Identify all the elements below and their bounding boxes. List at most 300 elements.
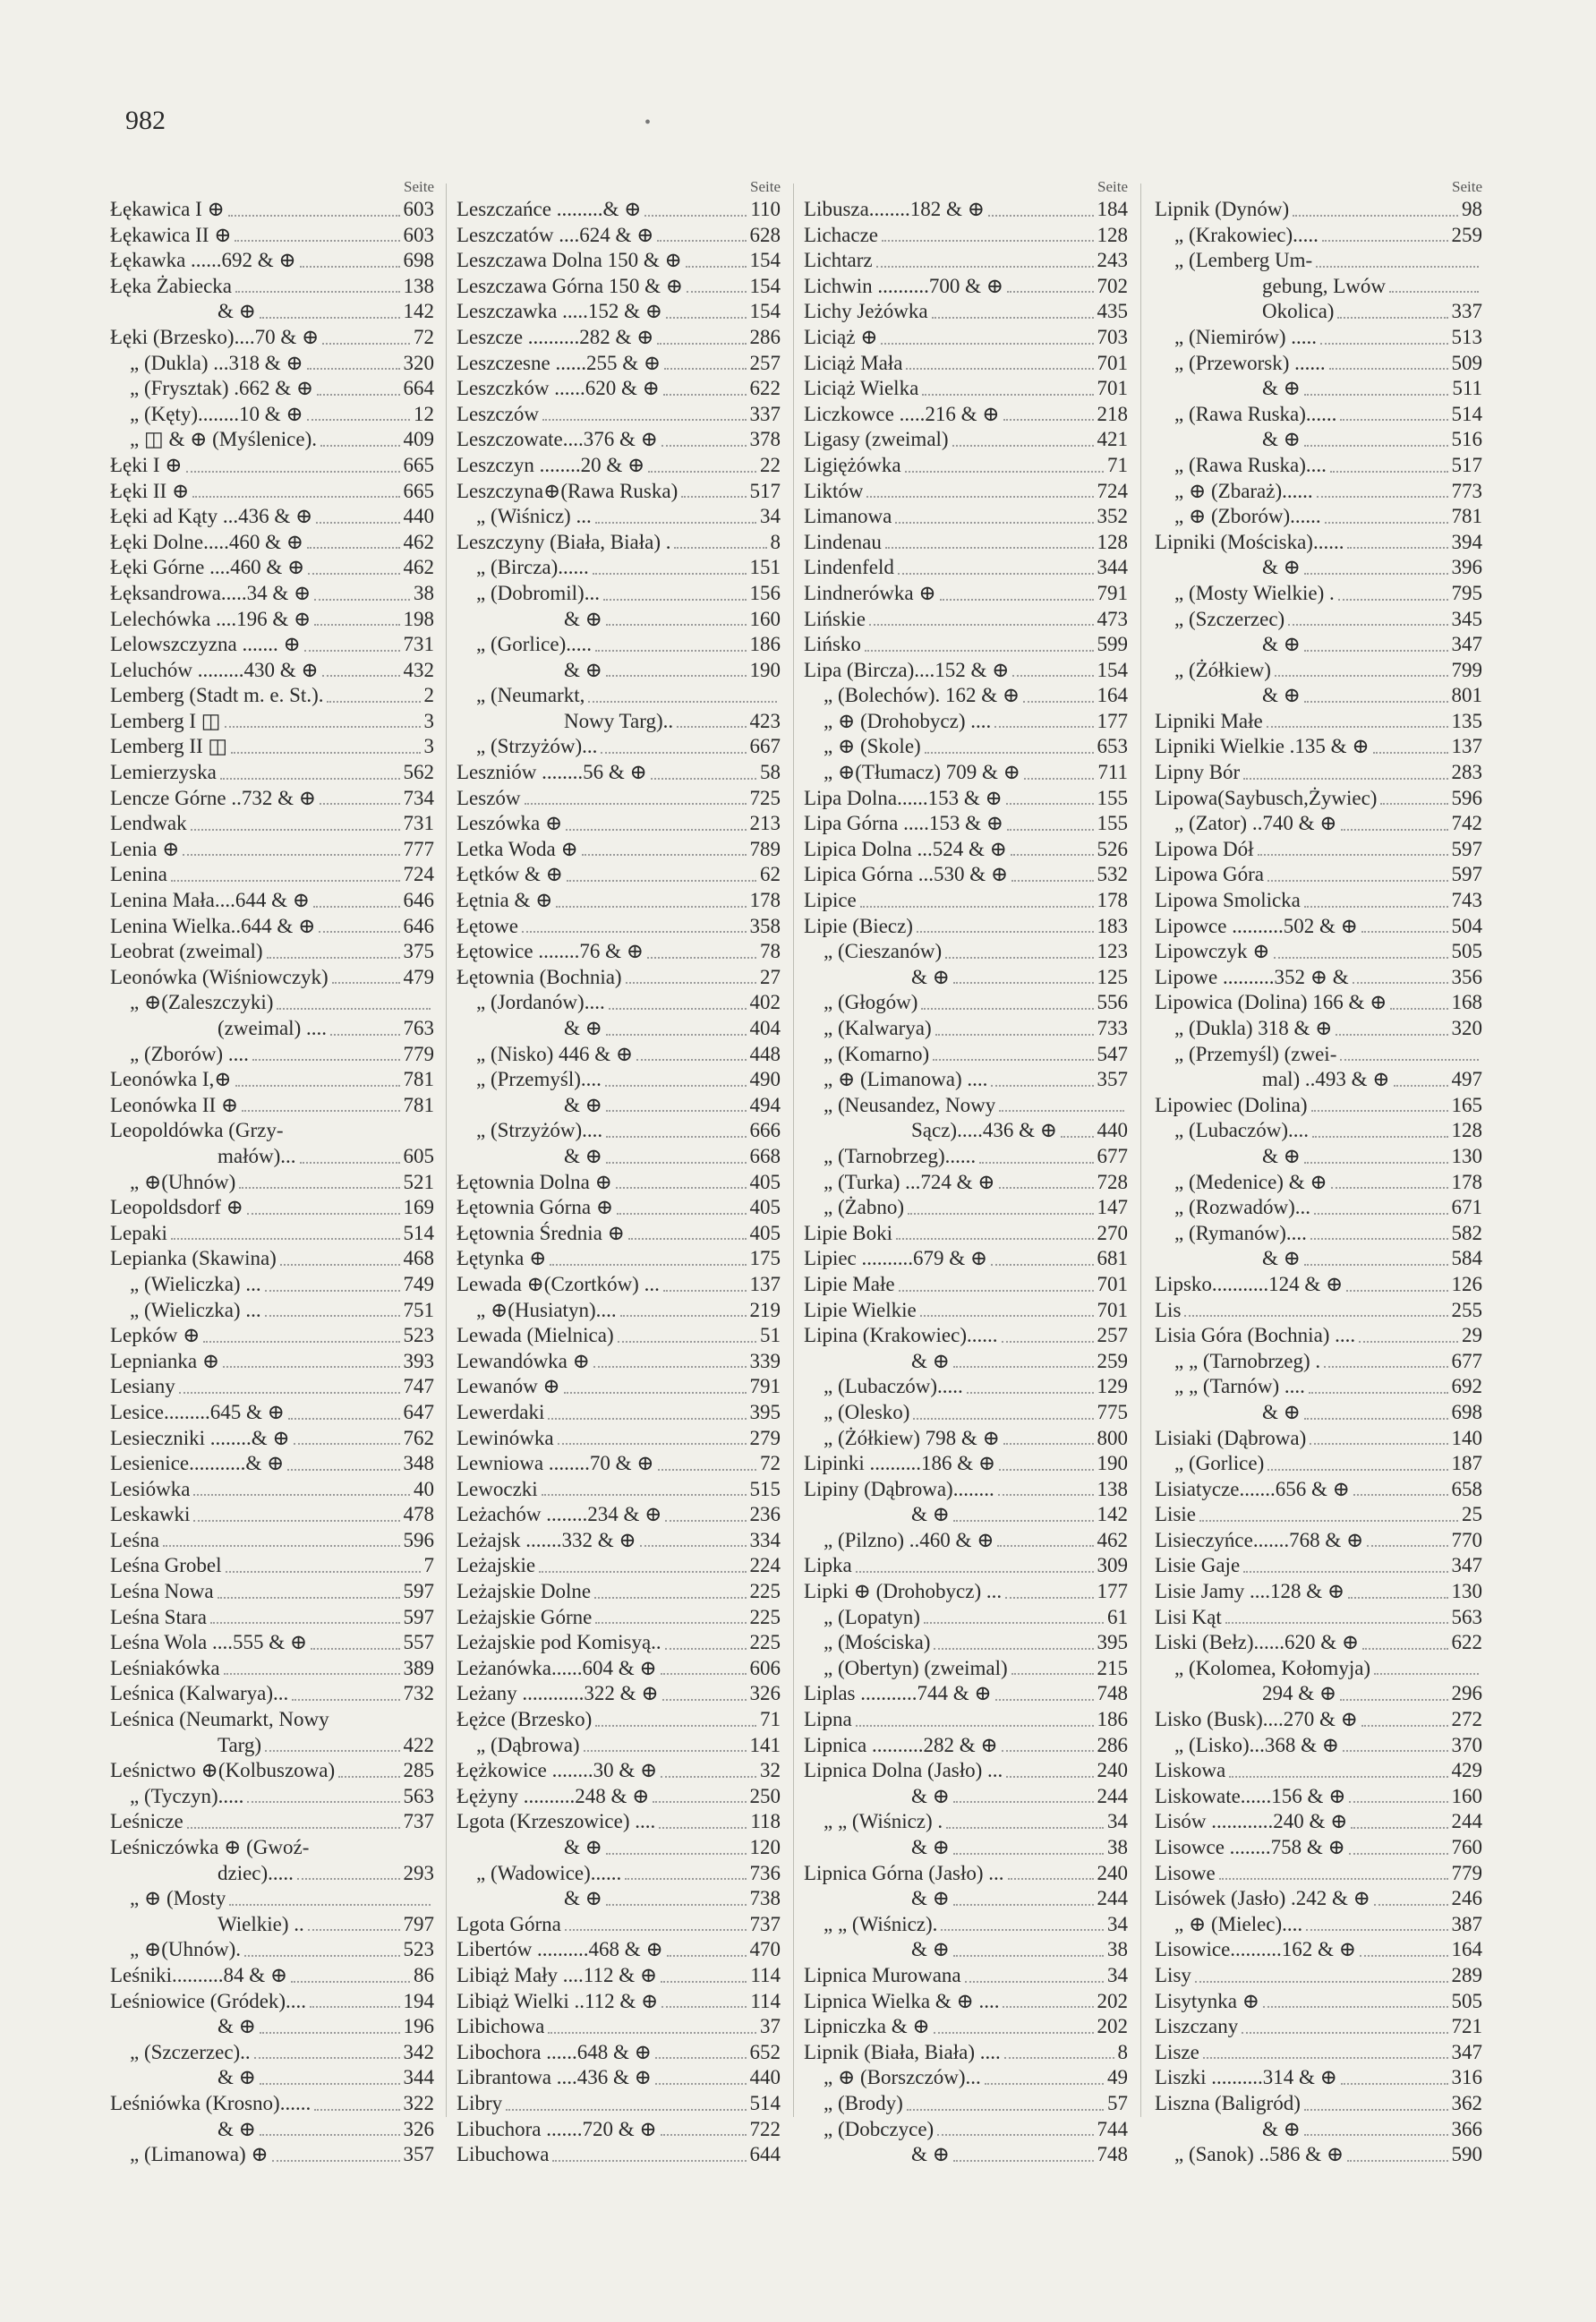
entry-name: Lipie Wielkie — [804, 1298, 917, 1321]
index-entry — [110, 1451, 434, 1477]
index-entry — [457, 2117, 781, 2143]
index-entry — [457, 1502, 781, 1528]
entry-page: 597 — [403, 1580, 434, 1603]
index-entry — [110, 479, 434, 505]
entry-name: Lipowce ..........502 & ⊕ — [1155, 914, 1358, 937]
entry-page: 394 — [1451, 530, 1482, 553]
entry-name: Lipica Dolna ...524 & ⊕ — [804, 837, 1007, 860]
entry-name: Liktów — [804, 479, 864, 502]
dot-leader — [1340, 1059, 1479, 1061]
dot-leader — [320, 803, 399, 805]
entry-name: Lelechówka ....196 & ⊕ — [110, 607, 312, 630]
entry-name: Lindenau — [804, 530, 882, 553]
dot-leader — [934, 1648, 1093, 1650]
entry-page: 155 — [1097, 786, 1128, 809]
dot-leader — [288, 1418, 400, 1420]
index-entry — [457, 1784, 781, 1810]
index-entry — [804, 709, 1128, 735]
dot-leader — [988, 215, 1094, 217]
entry-name: Leśna Grobel — [110, 1554, 222, 1577]
index-entry — [1155, 1553, 1482, 1579]
dot-leader — [606, 675, 747, 677]
entry-page: 224 — [749, 1554, 781, 1577]
index-column-3 — [804, 177, 1128, 2168]
index-entry — [1155, 965, 1482, 991]
entry-name: Lenina Wielka..644 & ⊕ — [110, 914, 316, 937]
entry-name: Łętownia Średnia ⊕ — [457, 1221, 625, 1244]
entry-name: „ ⊕ (Skole) — [824, 735, 921, 758]
dot-leader — [999, 1187, 1094, 1189]
entry-page: 760 — [1451, 1836, 1482, 1858]
dot-leader — [171, 880, 400, 882]
entry-page: 156 — [749, 581, 781, 604]
dot-leader — [953, 1955, 1104, 1957]
entry-name: Leszczawka .....152 & ⊕ — [457, 300, 663, 323]
dot-leader — [687, 291, 747, 293]
index-entry — [804, 658, 1128, 684]
entry-name: Leśna Stara — [110, 1605, 207, 1628]
dot-leader — [1258, 854, 1448, 856]
dot-leader — [628, 1238, 747, 1240]
index-entry — [110, 1605, 434, 1631]
dot-leader — [661, 445, 747, 447]
entry-name: Lepaki — [110, 1221, 167, 1244]
entry-name: Leśna Nowa — [110, 1580, 214, 1603]
entry-name: Lipowa Góra — [1155, 863, 1264, 886]
entry-name: Leszczowate....376 & ⊕ — [457, 428, 658, 451]
entry-page: 671 — [1451, 1196, 1482, 1219]
entry-name: Lisy — [1155, 1963, 1191, 1986]
dot-leader — [203, 1341, 399, 1343]
entry-name: Lińskie — [804, 607, 866, 630]
entry-name: & ⊕ — [911, 1503, 950, 1526]
column-header: Seite — [750, 178, 781, 195]
index-entry — [457, 709, 781, 735]
entry-name: dziec)..... — [218, 1861, 294, 1884]
entry-page: 71 — [1107, 453, 1128, 476]
dot-leader — [932, 317, 1094, 319]
entry-name: Lichtarz — [804, 249, 873, 272]
dot-leader — [601, 752, 746, 754]
entry-name: Łętownia (Bochnia) — [457, 965, 622, 988]
entry-page: 337 — [749, 402, 781, 425]
entry-list — [110, 197, 434, 2168]
index-entry — [804, 1118, 1128, 1144]
entry-name: Libiąż Mały ....112 & ⊕ — [457, 1963, 658, 1986]
index-entry — [457, 607, 781, 633]
entry-page: 532 — [1097, 863, 1128, 886]
index-entry — [804, 504, 1128, 530]
index-entry — [457, 811, 781, 837]
entry-page: 169 — [403, 1196, 434, 1219]
index-entry — [110, 402, 434, 428]
index-entry — [110, 1886, 434, 1912]
dot-leader — [595, 1622, 746, 1624]
dot-leader — [609, 1008, 747, 1010]
entry-page: 213 — [749, 812, 781, 835]
index-entry — [804, 2091, 1128, 2117]
dot-leader — [913, 1418, 1093, 1420]
entry-name: Wielkie) .. — [218, 1912, 304, 1935]
dot-leader — [856, 1725, 1094, 1727]
index-entry — [457, 402, 781, 428]
dot-leader — [163, 1545, 400, 1547]
dot-leader — [922, 394, 1093, 396]
entry-name: & ⊕ — [1262, 1247, 1301, 1270]
entry-page: 596 — [1451, 786, 1482, 809]
dot-leader — [218, 1597, 400, 1599]
entry-page: 154 — [749, 300, 781, 323]
dot-leader — [317, 394, 399, 396]
index-entry — [110, 1374, 434, 1400]
index-entry — [110, 1502, 434, 1528]
dot-leader — [1304, 906, 1448, 908]
entry-page: 470 — [749, 1938, 781, 1961]
entry-page: 698 — [403, 249, 434, 272]
dot-leader — [550, 1264, 746, 1266]
index-entry — [110, 325, 434, 351]
entry-name: Leśnictwo ⊕(Kolbuszowa) — [110, 1759, 336, 1782]
entry-page: 517 — [1451, 453, 1482, 476]
index-entry — [457, 837, 781, 863]
dot-leader — [882, 240, 1094, 242]
entry-page: 155 — [1097, 812, 1128, 835]
index-entry — [1155, 1733, 1482, 1759]
entry-name: „ (Gorlice)..... — [476, 633, 592, 656]
dot-leader — [548, 2032, 756, 2034]
entry-name: Lipa (Bircza)....152 & ⊕ — [804, 658, 1010, 681]
entry-page: 736 — [749, 1861, 781, 1884]
dot-leader — [1304, 650, 1448, 652]
index-entry — [110, 1195, 434, 1221]
index-entry — [457, 1528, 781, 1554]
entry-name: „ (Przemyśl).... — [476, 1068, 602, 1091]
entry-name: „ „ (Tarnobrzeg) . — [1174, 1349, 1321, 1372]
entry-page: 421 — [1097, 428, 1128, 451]
entry-page: 409 — [403, 428, 434, 451]
entry-page: 316 — [1451, 2066, 1482, 2089]
dot-leader — [582, 854, 747, 856]
entry-page: 244 — [1097, 1887, 1128, 1910]
entry-page: 724 — [403, 863, 434, 886]
index-entry — [1155, 734, 1482, 760]
entry-page: 562 — [403, 761, 434, 784]
entry-page: 128 — [1451, 1119, 1482, 1142]
entry-name: „ (Rawa Ruska).... — [1174, 453, 1327, 476]
dot-leader — [869, 624, 1094, 626]
entry-name: Łętownia Dolna ⊕ — [457, 1170, 612, 1193]
dot-leader — [1003, 1443, 1094, 1445]
dot-leader — [1320, 343, 1447, 345]
entry-name: Librantowa ....436 & ⊕ — [457, 2066, 652, 2089]
entry-page: 665 — [403, 479, 434, 502]
index-entry — [110, 888, 434, 914]
entry-page: 393 — [403, 1349, 434, 1372]
entry-name: Łęki ad Kąty ...436 & ⊕ — [110, 505, 313, 528]
dot-leader — [1203, 2057, 1448, 2059]
index-entry — [110, 760, 434, 786]
entry-name: Leżanówka......604 & ⊕ — [457, 1656, 657, 1679]
dot-leader — [1267, 1469, 1447, 1471]
entry-name: & ⊕ — [218, 2015, 256, 2038]
index-entry — [1155, 1272, 1482, 1298]
entry-name: 294 & ⊕ — [1262, 1682, 1337, 1705]
index-entry — [457, 2040, 781, 2066]
dot-leader — [247, 1801, 399, 1803]
entry-page: 40 — [414, 1477, 434, 1500]
entry-page: 681 — [1097, 1247, 1128, 1270]
entry-page: 293 — [403, 1861, 434, 1884]
entry-page: 22 — [760, 453, 781, 476]
index-entry — [804, 1195, 1128, 1221]
entry-page: 677 — [1451, 1349, 1482, 1372]
entry-name: „ (Szczerzec).. — [130, 2040, 251, 2063]
entry-name: Lisko (Busk)....270 & ⊕ — [1155, 1708, 1358, 1731]
entry-name: Leżajskie — [457, 1554, 536, 1577]
entry-page: 126 — [1451, 1272, 1482, 1295]
entry-name: Łętków & ⊕ — [457, 863, 563, 886]
entry-page: 187 — [1451, 1452, 1482, 1475]
dot-leader — [899, 1290, 1094, 1292]
entry-name: Lipowe ..........352 ⊕ & — [1155, 965, 1349, 988]
index-entry — [1155, 1758, 1482, 1784]
entry-name: Lipnica ..........282 & ⊕ — [804, 1733, 998, 1756]
dot-leader — [1310, 1443, 1447, 1445]
index-entry — [804, 1528, 1128, 1554]
entry-page: 557 — [403, 1631, 434, 1654]
dot-leader — [1394, 1085, 1448, 1087]
entry-page: 605 — [403, 1144, 434, 1167]
index-entry — [110, 1221, 434, 1247]
entry-page: 523 — [403, 1938, 434, 1961]
entry-page: 737 — [403, 1810, 434, 1833]
index-entry — [1155, 1067, 1482, 1093]
entry-name: Lisytynka ⊕ — [1155, 1989, 1260, 2012]
entry-page: 658 — [1451, 1477, 1482, 1500]
entry-name: „ (Rymanów).... — [1174, 1221, 1307, 1244]
index-entry — [804, 939, 1128, 965]
entry-name: Targ) — [218, 1733, 262, 1756]
dot-leader — [191, 829, 400, 831]
index-entry — [1155, 376, 1482, 402]
entry-page: 34 — [1107, 1810, 1128, 1833]
index-entry — [110, 530, 434, 556]
entry-page: 405 — [749, 1170, 781, 1193]
dot-leader — [1304, 394, 1448, 396]
entry-page: 71 — [760, 1708, 781, 1731]
index-entry — [457, 1451, 781, 1477]
index-entry — [457, 1426, 781, 1452]
entry-page: 118 — [750, 1810, 781, 1833]
index-entry — [457, 760, 781, 786]
dot-leader — [941, 1929, 1104, 1931]
index-entry — [457, 351, 781, 377]
index-entry — [1155, 325, 1482, 351]
index-entry — [804, 888, 1128, 914]
dot-leader — [606, 624, 747, 626]
entry-page: 378 — [749, 428, 781, 451]
index-entry — [110, 965, 434, 991]
entry-page: 186 — [749, 633, 781, 656]
dot-leader — [661, 1673, 747, 1675]
entry-list — [804, 197, 1128, 2168]
entry-name: „ (Medenice) & ⊕ — [1174, 1170, 1327, 1193]
index-entry — [804, 1989, 1128, 2015]
entry-name: Lipny Bór — [1155, 761, 1241, 784]
entry-page: 86 — [414, 1963, 434, 1986]
entry-page: 422 — [403, 1733, 434, 1756]
index-entry — [1155, 1170, 1482, 1196]
dot-leader — [934, 2032, 1094, 2034]
entry-name: & ⊕ — [1262, 556, 1301, 579]
dot-leader — [294, 1443, 400, 1445]
index-entry — [1155, 2014, 1482, 2040]
dot-leader — [595, 650, 747, 652]
dot-leader — [548, 1418, 746, 1420]
entry-name: Lendwak — [110, 812, 187, 835]
index-entry — [804, 965, 1128, 991]
index-entry — [804, 1502, 1128, 1528]
dot-leader — [244, 1955, 399, 1957]
entry-page: 34 — [760, 505, 781, 528]
dot-leader — [297, 1878, 400, 1880]
index-entry — [1155, 479, 1482, 505]
dot-leader — [1006, 1776, 1093, 1778]
entry-name: Lińsko — [804, 633, 861, 656]
entry-name: Liskowa — [1155, 1759, 1226, 1782]
entry-name: „ (Żabno) — [824, 1196, 905, 1219]
entry-page: 345 — [1451, 607, 1482, 630]
index-entry — [804, 2117, 1128, 2143]
entry-name: Lipie Małe — [804, 1272, 895, 1295]
index-entry — [804, 2065, 1128, 2091]
entry-name: Lewanów ⊕ — [457, 1375, 560, 1398]
dot-leader — [617, 1213, 746, 1215]
dot-leader — [1311, 1110, 1448, 1112]
entry-page: 357 — [1097, 1068, 1128, 1091]
index-entry — [804, 555, 1128, 581]
index-entry — [110, 376, 434, 402]
entry-name: Łężyny ..........248 & ⊕ — [457, 1784, 650, 1807]
entry-page: 597 — [1451, 863, 1482, 886]
dot-leader — [1346, 1290, 1447, 1292]
dot-leader — [265, 1290, 400, 1292]
entry-page: 563 — [403, 1784, 434, 1807]
index-entry — [110, 1553, 434, 1579]
index-entry — [1155, 888, 1482, 914]
index-entry — [1155, 1579, 1482, 1605]
entry-name: Łętynka ⊕ — [457, 1247, 547, 1270]
entry-name: Lipowiec (Dolina) — [1155, 1093, 1308, 1116]
entry-page: 184 — [1097, 198, 1128, 220]
dot-leader — [664, 368, 746, 370]
index-entry — [457, 2142, 781, 2168]
index-entry — [804, 734, 1128, 760]
entry-page: 516 — [1451, 428, 1482, 451]
entry-page: 781 — [1451, 505, 1482, 528]
entry-name: Lemberg II ◫ — [110, 735, 228, 758]
entry-name: Leżajskie Górne — [457, 1605, 593, 1628]
index-column-1 — [110, 177, 434, 2168]
index-entry — [457, 1195, 781, 1221]
dot-leader — [1322, 240, 1448, 242]
dot-leader — [924, 1622, 1104, 1624]
entry-name: Lewandówka ⊕ — [457, 1349, 590, 1372]
dot-leader — [1347, 547, 1447, 549]
index-entry — [1155, 1681, 1482, 1707]
entry-page: 352 — [1097, 505, 1128, 528]
dot-leader — [1347, 2160, 1447, 2162]
index-entry — [1155, 939, 1482, 965]
entry-name: Lepnianka ⊕ — [110, 1349, 220, 1372]
index-entry — [457, 1118, 781, 1144]
index-entry — [804, 786, 1128, 812]
index-entry — [1155, 1144, 1482, 1170]
entry-name: Leśniczówka ⊕ (Gwoź- — [110, 1836, 310, 1858]
index-entry — [110, 709, 434, 735]
entry-name: Łękawica I ⊕ — [110, 198, 225, 220]
entry-name: Leszczawa Dolna 150 & ⊕ — [457, 249, 682, 272]
index-entry — [1155, 632, 1482, 658]
entry-page: 597 — [403, 1605, 434, 1628]
entry-name: Łęki Dolne.....460 & ⊕ — [110, 530, 304, 553]
entry-name: & ⊕ — [218, 300, 256, 323]
entry-page: 791 — [1097, 581, 1128, 604]
entry-page: 51 — [760, 1324, 781, 1347]
dot-leader — [1310, 1238, 1448, 1240]
index-entry — [804, 274, 1128, 300]
entry-page: 62 — [760, 863, 781, 886]
entry-page: 743 — [1451, 889, 1482, 912]
entry-name: Lisów ............240 & ⊕ — [1155, 1810, 1348, 1833]
entry-name: & ⊕ — [564, 1887, 602, 1910]
entry-page: 246 — [1451, 1887, 1482, 1910]
entry-name: Leśniakówka — [110, 1656, 220, 1679]
entry-name: Lipnica Dolna (Jasło) ... — [804, 1759, 1003, 1782]
entry-page: 404 — [749, 1017, 781, 1039]
index-entry — [1155, 862, 1482, 888]
entry-name: Leżajsk .......332 & ⊕ — [457, 1528, 636, 1551]
dot-leader — [1242, 2032, 1447, 2034]
dot-leader — [235, 240, 399, 242]
entry-page: 737 — [749, 1912, 781, 1935]
dot-leader — [661, 1776, 756, 1778]
dot-leader — [1348, 1597, 1447, 1599]
entry-page: 395 — [749, 1400, 781, 1423]
entry-name: Leonówka II ⊕ — [110, 1093, 239, 1116]
dot-leader — [640, 1545, 747, 1547]
dot-leader — [1003, 419, 1094, 421]
entry-name: Leonówka (Wiśniowczyk) — [110, 965, 329, 988]
index-entry — [804, 299, 1128, 325]
dot-leader — [953, 1904, 1094, 1906]
dot-leader — [1317, 496, 1448, 498]
entry-name: „ (Dukla) ...318 & ⊕ — [130, 351, 303, 374]
entry-name: Liszczany — [1155, 2015, 1239, 2038]
dot-leader — [594, 1597, 746, 1599]
index-entry — [457, 965, 781, 991]
entry-page: 517 — [749, 479, 781, 502]
entry-page: 468 — [403, 1247, 434, 1270]
dot-leader — [247, 1213, 400, 1215]
index-entry — [804, 1656, 1128, 1682]
dot-leader — [187, 1827, 400, 1829]
entry-page: 777 — [403, 837, 434, 860]
dot-leader — [1380, 803, 1447, 805]
index-entry — [1155, 2142, 1482, 2168]
dot-leader — [920, 1315, 1094, 1317]
entry-name: „ (Wieliczka) ... — [130, 1272, 261, 1295]
